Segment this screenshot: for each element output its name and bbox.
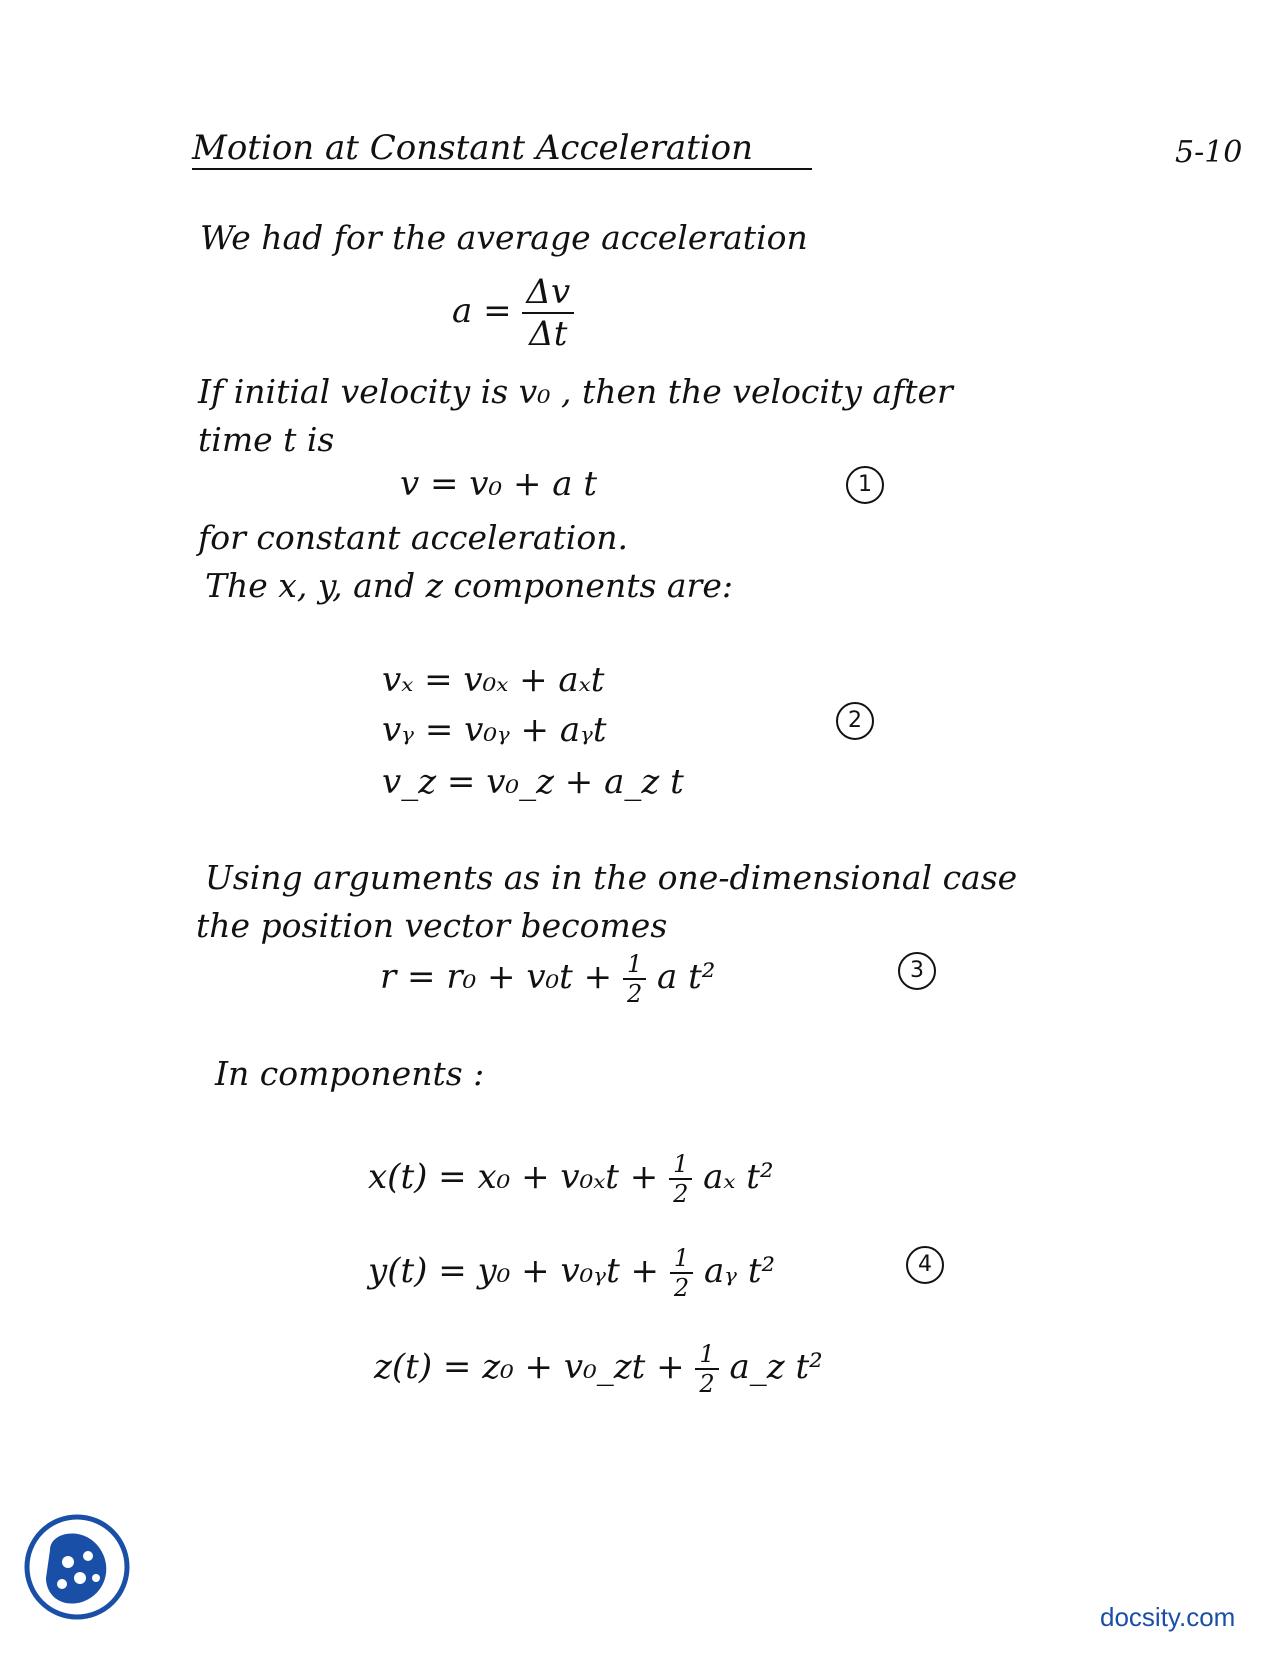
- equation-4-y-half: [670, 1244, 693, 1302]
- text-line-average-acceleration: We had for the average acceleration: [200, 218, 808, 257]
- fraction-numerator: 1: [695, 1340, 718, 1370]
- equation-2-z: v_z = v₀_z + a_z t: [382, 762, 684, 802]
- text-line-components: The x, y, and z components are:: [205, 566, 733, 605]
- fraction-numerator: Δv: [522, 272, 574, 314]
- equation-4-z-lhs: z(t) = z₀ + v₀_zt +: [374, 1347, 685, 1387]
- fraction-denominator: 2: [699, 1370, 715, 1398]
- equation-2-y: vᵧ = v₀ᵧ + aᵧt: [382, 710, 607, 750]
- docsity-link[interactable]: docsity.com: [1100, 1602, 1236, 1632]
- docsity-logo-icon[interactable]: [22, 1512, 132, 1622]
- equation-4-y-rhs: aᵧ t²: [703, 1251, 776, 1291]
- equation-3-rhs: a t²: [657, 957, 716, 997]
- equation-4-x-rhs: aₓ t²: [703, 1157, 774, 1197]
- equation-3-lhs: r = r₀ + v₀t +: [380, 957, 613, 997]
- equation-1: v = v₀ + a t: [400, 464, 597, 504]
- equation-3-half: [623, 950, 646, 1008]
- equation-4-y-lhs: y(t) = y₀ + v₀ᵧt +: [368, 1251, 660, 1291]
- equation-2-x: vₓ = v₀ₓ + aₓt: [382, 660, 605, 700]
- equation-label-1: 1: [846, 466, 884, 504]
- equation-4-x: [368, 1150, 774, 1208]
- fraction-numerator: 1: [623, 950, 646, 980]
- fraction-denominator: 2: [673, 1274, 690, 1302]
- equation-4-z-half: [695, 1340, 718, 1398]
- equation-label-2: 2: [836, 702, 874, 740]
- text-line-in-components: In components :: [215, 1054, 485, 1093]
- fraction-numerator: 1: [670, 1244, 693, 1274]
- equation-fraction: [522, 272, 574, 354]
- fraction-denominator: Δt: [529, 314, 568, 354]
- equation-4-z-rhs: a_z t²: [729, 1347, 823, 1387]
- equation-3: [380, 950, 715, 1008]
- fraction-numerator: 1: [669, 1150, 692, 1180]
- equation-average-acceleration: [452, 272, 574, 354]
- fraction-denominator: 2: [673, 1180, 689, 1208]
- equation-4-x-lhs: x(t) = x₀ + v₀ₓt +: [368, 1157, 659, 1197]
- text-line-position-vector: the position vector becomes: [196, 906, 668, 945]
- page-number: 5-10: [1175, 135, 1243, 170]
- equation-label-3: 3: [898, 952, 936, 990]
- title-underline: [192, 168, 812, 170]
- equation-4-x-half: [669, 1150, 692, 1208]
- text-line-constant-acceleration: for constant acceleration.: [198, 518, 628, 557]
- page-title: Motion at Constant Acceleration: [192, 128, 754, 168]
- equation-4-z: [374, 1340, 823, 1398]
- equation-4-y: [368, 1244, 775, 1302]
- text-line-arguments: Using arguments as in the one-dimensional case: [205, 858, 1018, 897]
- equation-label-4: 4: [906, 1246, 944, 1284]
- fraction-denominator: 2: [626, 980, 643, 1008]
- text-line-time: time t is: [198, 420, 335, 459]
- equation-lhs: a =: [452, 291, 512, 331]
- text-line-initial-velocity: If initial velocity is v₀ , then the velocity after: [198, 372, 953, 411]
